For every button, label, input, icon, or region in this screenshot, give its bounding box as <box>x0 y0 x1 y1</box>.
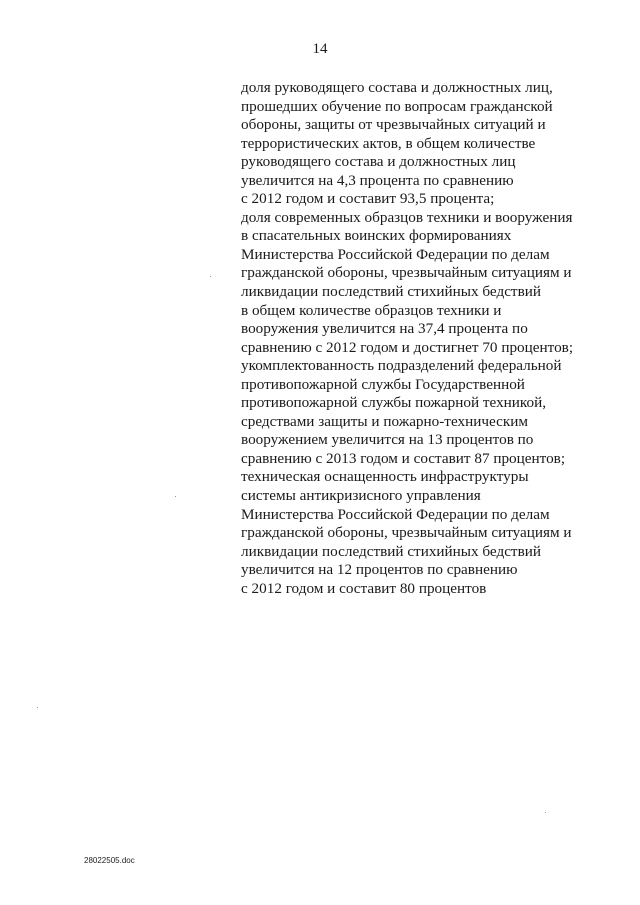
text-line: сравнению с 2012 годом и достигнет 70 процентов; <box>241 338 574 356</box>
text-line: в спасательных воинских формированиях <box>241 227 512 245</box>
text-line: ликвидации последствий стихийных бедствий <box>241 283 541 301</box>
scan-speck <box>545 812 546 813</box>
scan-speck <box>210 276 211 277</box>
text-line: сравнению с 2013 годом и составит 87 процентов; <box>241 449 566 467</box>
text-line: техническая оснащенность инфраструктуры <box>241 468 529 486</box>
text-line: доля руководящего состава и должностных лиц, <box>241 79 553 96</box>
text-line: гражданской обороны, чрезвычайным ситуациям и <box>241 524 572 542</box>
text-line: в общем количестве образцов техники и <box>241 301 502 319</box>
text-line: средствами защиты и пожарно-техническим <box>241 412 528 430</box>
footer-file-name: 28022505.doc <box>84 856 135 865</box>
text-line: противопожарной службы Государственной <box>241 375 525 393</box>
text-line: террористических актов, в общем количестве <box>241 134 536 152</box>
scan-speck <box>37 707 38 708</box>
text-line: вооружения увеличится на 37,4 процента по <box>241 320 528 338</box>
text-line: гражданской обороны, чрезвычайным ситуациям и <box>241 264 572 282</box>
text-line: руководящего состава и должностных лиц <box>241 153 516 171</box>
text-line: Министерства Российской Федерации по делам <box>241 505 550 523</box>
text-line: с 2012 годом и составит 93,5 процента; <box>241 190 495 208</box>
text-line: системы антикризисного управления <box>241 487 481 505</box>
text-line: с 2012 годом и составит 80 процентов <box>241 579 487 597</box>
text-line: ликвидации последствий стихийных бедствий <box>241 542 541 560</box>
text-line: противопожарной службы пожарной техникой, <box>241 394 547 412</box>
body-text <box>241 79 581 598</box>
text-line: увеличится на 12 процентов по сравнению <box>241 561 518 579</box>
text-line: обороны, защиты от чрезвычайных ситуаций и <box>241 116 546 134</box>
page-number: 14 <box>312 41 328 57</box>
scan-speck <box>175 496 176 497</box>
text-line: укомплектованность подразделений федеральной <box>241 357 562 375</box>
text-line: прошедших обучение по вопросам гражданской <box>241 97 553 115</box>
text-line: увеличится на 4,3 процента по сравнению <box>241 171 514 189</box>
text-line: Министерства Российской Федерации по делам <box>241 245 550 263</box>
text-line: вооружением увеличится на 13 процентов по <box>241 431 534 449</box>
text-line: доля современных образцов техники и вооружения <box>241 208 573 226</box>
